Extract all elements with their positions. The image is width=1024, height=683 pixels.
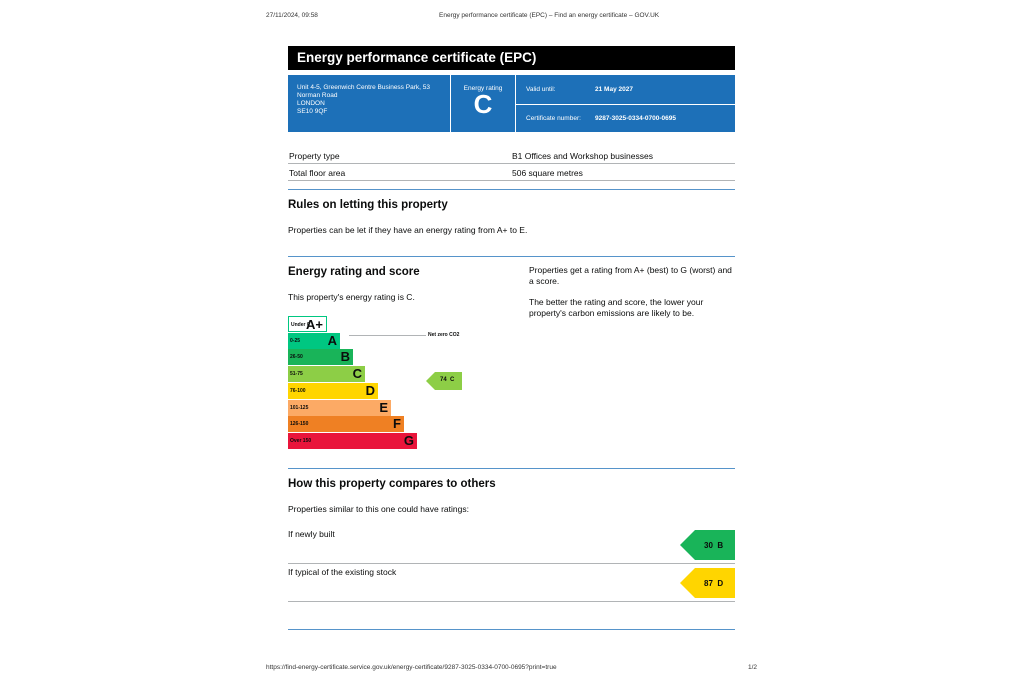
rating-band-g [288, 433, 417, 449]
rating-band-letter: F [393, 416, 401, 432]
rating-band-letter: B [340, 349, 350, 365]
letting-text: Properties can be let if they have an energy rating from A+ to E. [288, 225, 528, 235]
certificate-number-box [516, 105, 735, 132]
rating-band-range: 126-150 [290, 421, 309, 428]
section-divider [288, 256, 735, 257]
section-divider [288, 629, 735, 630]
section-divider [288, 189, 735, 190]
compare-intro: Properties similar to this one could have ratings: [288, 504, 469, 514]
net-zero-line [349, 335, 426, 336]
newly-built-rating: 30 B [704, 541, 724, 550]
existing-stock-rating: 87 D [704, 579, 724, 588]
certificate-number-value: 9287-3025-0334-0700-0695 [595, 115, 676, 122]
rating-band-letter: E [379, 399, 388, 415]
divider [288, 163, 735, 164]
letting-heading: Rules on letting this property [288, 199, 448, 211]
certificate-number-label: Certificate number: [526, 115, 581, 122]
print-datetime: 27/11/2024, 09:58 [266, 12, 318, 19]
rating-band-d [288, 383, 378, 399]
address-line: Unit 4-5, Greenwich Centre Business Park, 53 [297, 84, 430, 91]
compare-item-label: If typical of the existing stock [288, 567, 397, 577]
rating-heading: Energy rating and score [288, 266, 420, 278]
valid-until-value: 21 May 2027 [595, 86, 633, 93]
floor-area-label: Total floor area [289, 168, 346, 178]
address-line: LONDON [297, 100, 325, 107]
divider [288, 563, 735, 564]
compare-heading: How this property compares to others [288, 478, 496, 490]
energy-rating-box [451, 75, 515, 132]
rating-band-range: 0-25 [290, 337, 301, 344]
print-page-number: 1/2 [748, 664, 758, 671]
divider [288, 180, 735, 181]
rating-band-letter: D [365, 382, 375, 398]
valid-until-label: Valid until: [526, 86, 556, 93]
energy-rating-label: Energy rating [463, 85, 503, 92]
rating-band-letter: A [327, 332, 337, 348]
certificate-title: Energy performance certificate (EPC) [288, 46, 735, 70]
valid-until-box [516, 75, 735, 104]
rating-band-e [288, 400, 391, 416]
net-zero-label: Net zero CO2 [428, 332, 460, 338]
address-line: Norman Road [297, 92, 338, 99]
rating-band-letter: A+ [306, 317, 323, 332]
rating-info-1: Properties get a rating from A+ (best) to G (worst) and a score. [529, 265, 732, 286]
rating-band-range: Under 0 [291, 322, 310, 328]
rating-band-b [288, 349, 353, 365]
address-line: SE10 9QF [297, 108, 328, 115]
rating-band-f [288, 416, 404, 432]
rating-band-range: 101-125 [290, 404, 309, 411]
rating-band-a [288, 333, 340, 349]
rating-band-letter: C [352, 366, 362, 382]
rating-band-range: 26-50 [290, 354, 303, 361]
rating-band-c [288, 366, 365, 382]
rating-info-2: The better the rating and score, the lower your property's carbon emissions are likely to be. [529, 297, 704, 318]
property-type-label: Property type [289, 151, 340, 161]
rating-band-a-plus [288, 316, 327, 332]
compare-item-label: If newly built [288, 529, 335, 539]
current-rating-score: 74 C [440, 377, 455, 383]
rating-band-range: Over 150 [290, 437, 312, 444]
divider [288, 601, 735, 602]
section-divider [288, 468, 735, 469]
rating-band-letter: G [403, 432, 414, 448]
print-url: https://find-energy-certificate.service.gov.uk/energy-certificate/9287-3025-0334-0700-0695?print=true [266, 664, 557, 671]
rating-statement: This property's energy rating is C. [288, 292, 415, 302]
rating-band-range: 76-100 [290, 387, 306, 394]
floor-area-value: 506 square metres [512, 168, 583, 178]
property-address [288, 75, 450, 132]
property-type-value: B1 Offices and Workshop businesses [512, 151, 653, 161]
print-page-title: Energy performance certificate (EPC) – Find an energy certificate – GOV.UK [439, 12, 660, 19]
energy-rating-letter: C [473, 89, 493, 119]
rating-band-range: 51-75 [290, 371, 303, 378]
